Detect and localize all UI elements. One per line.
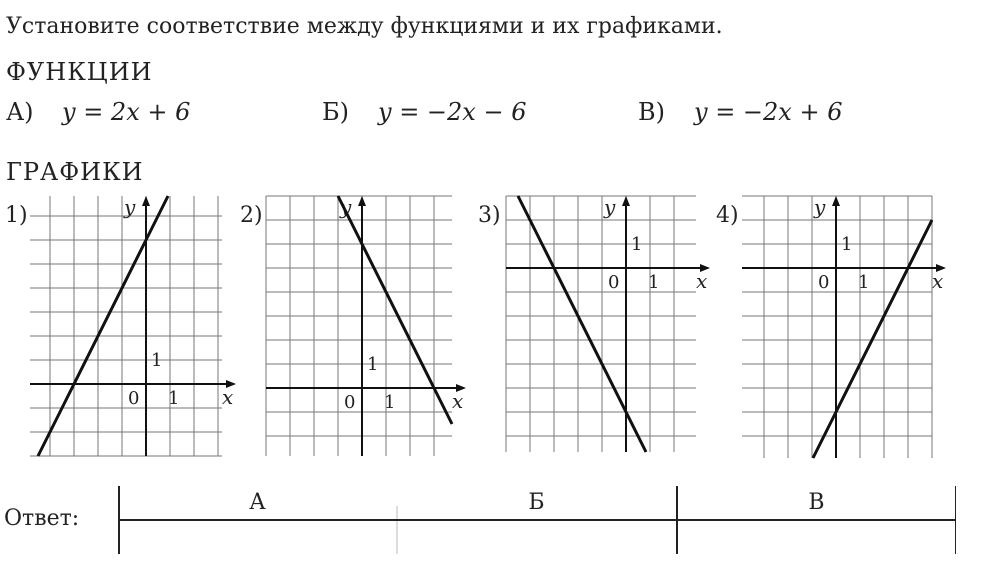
y-unit-label: 1: [631, 234, 643, 255]
x-axis-label: x: [452, 389, 464, 413]
answer-column-c: В: [808, 490, 825, 515]
y-axis-label: y: [340, 195, 352, 219]
y-axis-label: y: [814, 195, 826, 219]
y-unit-label: 1: [367, 354, 379, 375]
graphs-section-label: ГРАФИКИ: [6, 158, 144, 186]
function-expression: y = −2x − 6: [378, 98, 527, 126]
answer-column-a: А: [249, 490, 266, 515]
graph-2: [266, 196, 466, 456]
graph-4: [742, 196, 946, 458]
x-unit-label: 1: [648, 272, 660, 293]
origin-label: 0: [608, 272, 620, 293]
graph-1-number: 1): [5, 203, 28, 228]
graph-3-number: 3): [478, 203, 501, 228]
graph-1: [30, 196, 236, 456]
task-heading: Установите соответствие между функциями и их графиками.: [6, 14, 723, 39]
x-unit-label: 1: [384, 392, 396, 413]
x-axis-label: x: [932, 269, 944, 293]
origin-label: 0: [344, 392, 356, 413]
function-b: [322, 98, 526, 126]
y-axis-label: y: [124, 195, 136, 219]
graph-4-number: 4): [716, 203, 739, 228]
y-axis-arrow: [142, 196, 150, 206]
function-expression: y = −2x + 6: [694, 98, 843, 126]
x-axis-label: x: [696, 269, 708, 293]
y-axis-arrow: [622, 196, 630, 206]
function-line: [813, 220, 932, 458]
function-letter: А): [6, 98, 34, 126]
function-c: [638, 98, 842, 126]
y-axis-label: y: [604, 195, 616, 219]
function-line: [38, 196, 168, 456]
origin-label: 0: [818, 272, 830, 293]
origin-label: 0: [128, 388, 140, 409]
y-unit-label: 1: [841, 234, 853, 255]
x-unit-label: 1: [858, 272, 870, 293]
functions-section-label: ФУНКЦИИ: [6, 58, 153, 86]
y-axis-arrow: [832, 196, 840, 206]
answer-column-b: Б: [528, 490, 545, 515]
y-axis-arrow: [358, 196, 366, 206]
graph-2-number: 2): [240, 203, 263, 228]
function-expression: y = 2x + 6: [62, 98, 191, 126]
answer-table: [118, 486, 956, 554]
function-letter: В): [638, 98, 665, 126]
answer-label: Ответ:: [4, 506, 80, 531]
graph-3: [506, 196, 710, 452]
y-unit-label: 1: [151, 350, 163, 371]
function-letter: Б): [322, 98, 349, 126]
function-a: [6, 98, 190, 126]
x-unit-label: 1: [168, 388, 180, 409]
x-axis-label: x: [222, 385, 234, 409]
function-line: [338, 196, 452, 424]
